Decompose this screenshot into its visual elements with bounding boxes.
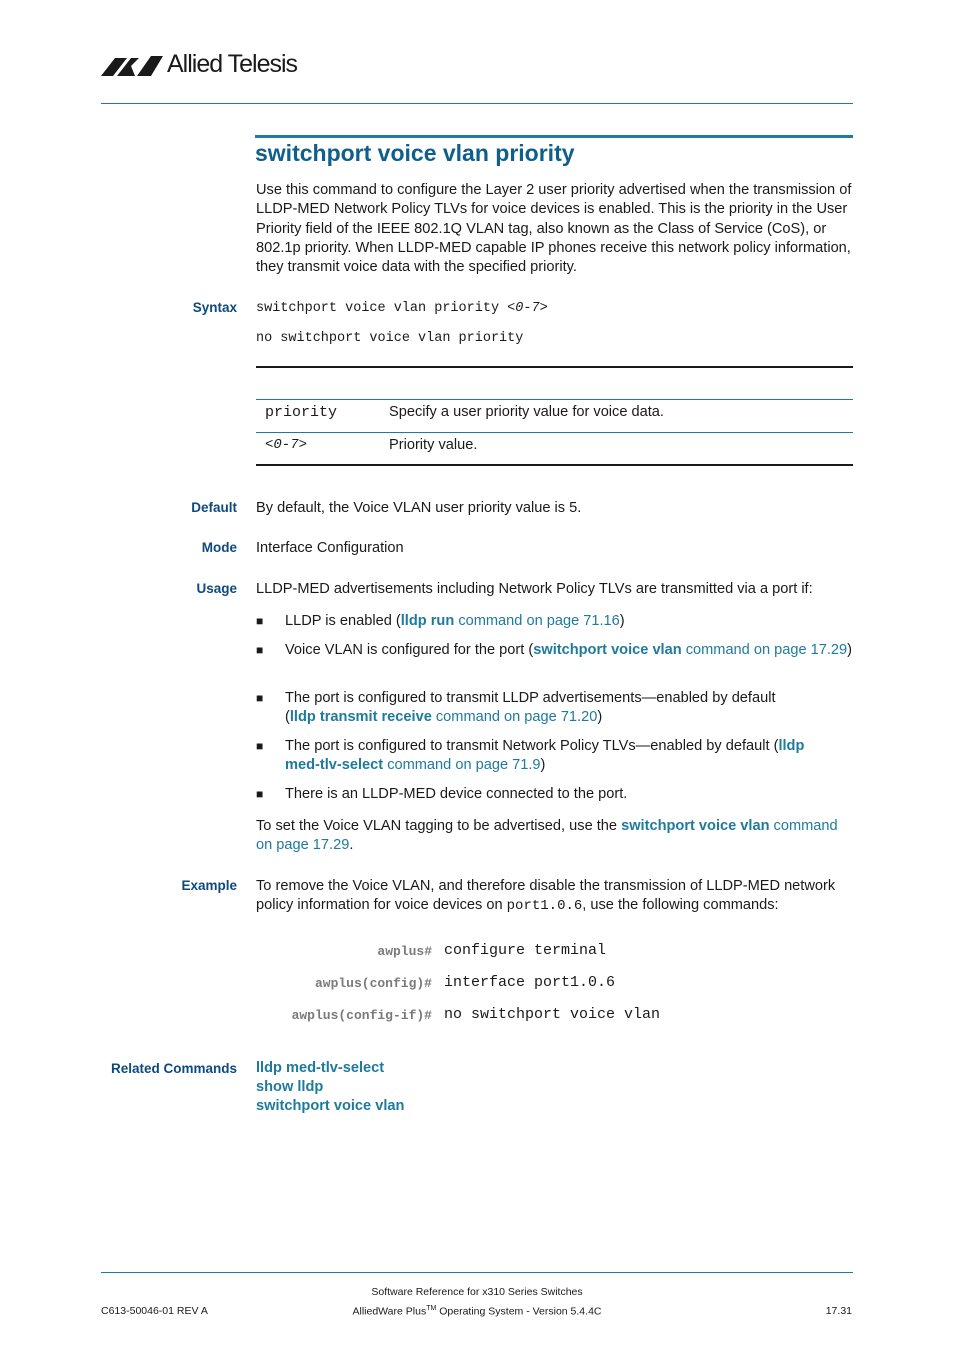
usage-outro: [256, 817, 856, 856]
table-row: [256, 433, 853, 464]
param-range-suffix: >: [298, 437, 308, 453]
footer-doc-id: C613-50046-01 REV A: [101, 1305, 208, 1317]
usage-intro: LLDP-MED advertisements including Network Policy TLVs are transmitted via a port if:: [256, 581, 813, 597]
footer-rule: [101, 1272, 853, 1273]
default-text: By default, the Voice VLAN user priority value is 5.: [256, 500, 582, 516]
param-range-arg: 0-7: [273, 437, 299, 453]
header-rule: [101, 103, 853, 104]
usage-label: Usage: [196, 581, 237, 596]
description: Use this command to configure the Layer 2 user priority advertised when the transmission of LLDP-MED Network Policy TLVs for voice devices is enabled. This is the priority in the User Priority field of the IEEE 802.1Q VLAN tag, also known as the Class of Service (CoS), or 802.1p priority. When LLDP-MED capable IP phones receive this network policy information, they transmit voice data with the specified priority.: [256, 182, 852, 276]
syntax-label: Syntax: [192, 300, 237, 315]
cli-prompt: awplus(config)#: [314, 976, 432, 991]
footer-os-version: Operating System - Version 5.4.4C: [436, 1305, 602, 1318]
bullet-square-icon: ■: [256, 739, 264, 753]
brand-logo: [101, 50, 301, 80]
bullet-close: ): [619, 613, 625, 629]
bullet-text: Voice VLAN is configured for the port (: [285, 642, 534, 658]
mode-label: Mode: [201, 540, 237, 555]
param-range: [265, 437, 307, 453]
related-link-lldp-med-tlv-select[interactable]: lldp med-tlv-select: [256, 1060, 385, 1076]
brand-name: Allied Telesis: [167, 50, 298, 78]
cli-command: interface port1.0.6: [444, 974, 616, 991]
cli-prompt: awplus#: [377, 944, 432, 959]
example-intro-text: To remove the Voice VLAN, and therefore disable the transmission of LLDP-MED network policy information for voice devices on: [256, 878, 836, 914]
bullet-close: ): [847, 642, 853, 658]
table-bottom-rule: [256, 464, 853, 466]
param-range-desc: Priority value.: [389, 437, 478, 453]
link-lldp-run[interactable]: lldp run: [400, 613, 455, 629]
link-lldp-med-tlv-select[interactable]: lldp med-tlv-select: [285, 738, 805, 774]
link-switchport-voice-vlan[interactable]: switchport voice vlan: [533, 642, 682, 658]
usage-outro-end: .: [349, 837, 354, 854]
cli-prompt: awplus(config-if)#: [291, 1008, 432, 1023]
bullet-square-icon: ■: [256, 691, 264, 705]
related-link-show-lldp[interactable]: show lldp: [256, 1079, 324, 1095]
link-page-ref[interactable]: command on page 71.16: [454, 613, 620, 629]
bullet-text: LLDP is enabled (: [285, 613, 401, 629]
example-intro: [256, 877, 856, 917]
link-lldp-transmit-receive[interactable]: lldp transmit receive: [289, 709, 432, 726]
link-page-ref[interactable]: command on page 17.29: [681, 642, 848, 658]
link-page-ref[interactable]: command on page 17.29: [256, 818, 838, 854]
example-intro-end: , use the following commands:: [582, 897, 779, 914]
related-link-switchport-voice-vlan[interactable]: switchport voice vlan: [256, 1098, 405, 1114]
param-priority: priority: [265, 404, 338, 421]
footer-os-name: AlliedWare Plus: [352, 1305, 427, 1318]
footer-os: [277, 1305, 677, 1318]
cli-command: no switchport voice vlan: [444, 1006, 661, 1023]
example-port: port1.0.6: [506, 898, 583, 915]
link-page-ref[interactable]: command on page 71.20: [431, 709, 598, 726]
syntax-line-1: [256, 301, 548, 316]
bullet-close: ): [597, 709, 603, 726]
bullet-text: The port is configured to transmit LLDP advertisements—enabled by default (: [285, 690, 776, 726]
syntax-line-2: no switchport voice vlan priority: [256, 331, 524, 346]
param-range-prefix: <: [265, 437, 274, 453]
bullet-square-icon: ■: [256, 643, 264, 657]
bullet-close: ): [540, 757, 546, 774]
allied-telesis-logo-icon: [101, 52, 165, 78]
footer-page-number: 17.31: [825, 1305, 852, 1317]
bullet-square-icon: ■: [256, 614, 264, 628]
link-switchport-voice-vlan[interactable]: switchport voice vlan: [621, 818, 770, 834]
mode-text: Interface Configuration: [256, 540, 404, 556]
parameter-table: [256, 366, 853, 466]
table-header-row: [256, 368, 853, 399]
usage-outro-text: To set the Voice VLAN tagging to be advertised, use the: [256, 818, 622, 834]
link-page-ref[interactable]: command on page 71.9: [383, 757, 541, 774]
cli-command: configure terminal: [444, 942, 607, 959]
footer-tm: TM: [426, 1305, 437, 1312]
bullet-text: The port is configured to transmit Network Policy TLVs—enabled by default (: [285, 738, 779, 754]
table-row: [256, 400, 853, 432]
footer-title: Software Reference for x310 Series Switches: [371, 1286, 583, 1298]
related-label: Related Commands: [110, 1061, 237, 1076]
syntax-suffix: >: [539, 301, 548, 316]
syntax-arg: 0-7: [515, 301, 540, 316]
example-label: Example: [181, 878, 237, 893]
page-title: switchport voice vlan priority: [255, 140, 575, 166]
bullet-square-icon: ■: [256, 787, 264, 801]
bullet-text: There is an LLDP-MED device connected to the port.: [285, 786, 628, 802]
syntax-prefix: switchport voice vlan priority <: [256, 301, 516, 316]
param-priority-desc: Specify a user priority value for voice data.: [389, 404, 664, 420]
default-label: Default: [191, 500, 237, 515]
title-rule: [255, 135, 853, 138]
